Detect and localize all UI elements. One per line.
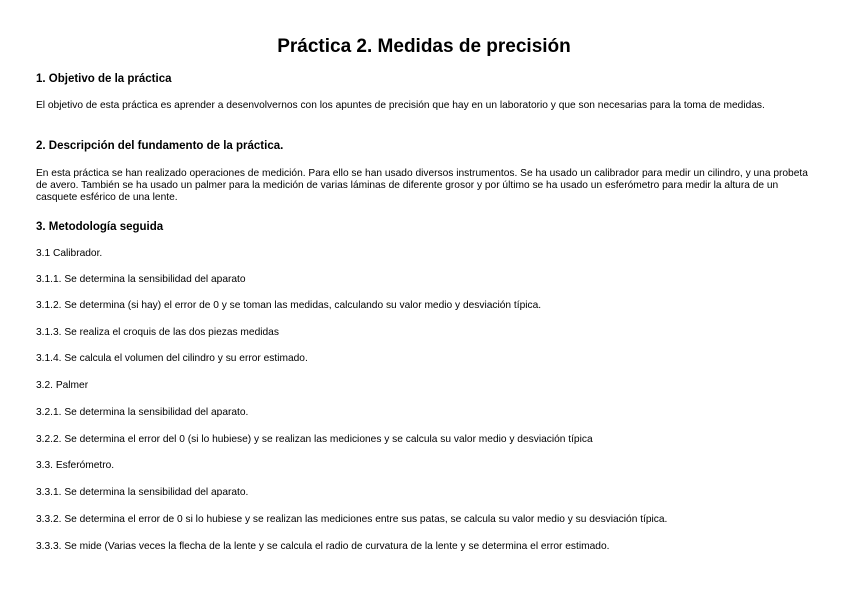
section-heading-objetivo: 1. Objetivo de la práctica bbox=[36, 73, 172, 85]
list-item: 3.1.4. Se calcula el volumen del cilindro y su error estimado. bbox=[36, 353, 308, 364]
list-item: 3.1 Calibrador. bbox=[36, 248, 103, 259]
section-heading-descripcion: 2. Descripción del fundamento de la práctica. bbox=[36, 140, 284, 152]
list-item: 3.1.1. Se determina la sensibilidad del aparato bbox=[36, 274, 246, 285]
section-text-descripcion: En esta práctica se han realizado operaciones de medición. Para ello se han usado diversos instrumentos. Se ha usado un calibrador para medir un cilindro, y una probeta de avero. También se ha usado un palmer para la medición de varias láminas de diferente grosor y por último se ha usado un esferómetro para medir la altura de un casquete esférico de una lente. bbox=[36, 168, 808, 203]
list-item: 3.1.3. Se realiza el croquis de las dos piezas medidas bbox=[36, 327, 279, 338]
document-title: Práctica 2. Medidas de precisión bbox=[277, 36, 571, 57]
list-item: 3.1.2. Se determina (si hay) el error de 0 y se toman las medidas, calculando su valor medio y desviación típica. bbox=[36, 300, 542, 311]
list-item: 3.3.3. Se mide (Varias veces la flecha de la lente y se calcula el radio de curvatura de la lente y se determina el error estimado. bbox=[36, 541, 610, 552]
list-item: 3.2. Palmer bbox=[36, 380, 89, 391]
list-item: 3.3. Esferómetro. bbox=[36, 460, 115, 471]
section-text-objetivo: El objetivo de esta práctica es aprender a desenvolvernos con los apuntes de precisión que hay en un laboratorio y que son necesarias para la toma de medidas. bbox=[36, 100, 765, 111]
section-heading-metodologia: 3. Metodología seguida bbox=[36, 221, 164, 233]
list-item: 3.2.1. Se determina la sensibilidad del aparato. bbox=[36, 407, 249, 418]
list-item: 3.3.1. Se determina la sensibilidad del aparato. bbox=[36, 487, 249, 498]
list-item: 3.2.2. Se determina el error del 0 (si lo hubiese) y se realizan las mediciones y se calcula su valor medio y desviación típica bbox=[36, 434, 593, 445]
list-item: 3.3.2. Se determina el error de 0 si lo hubiese y se realizan las mediciones entre sus patas, se calcula su valor medio y su desviación típica. bbox=[36, 514, 668, 525]
